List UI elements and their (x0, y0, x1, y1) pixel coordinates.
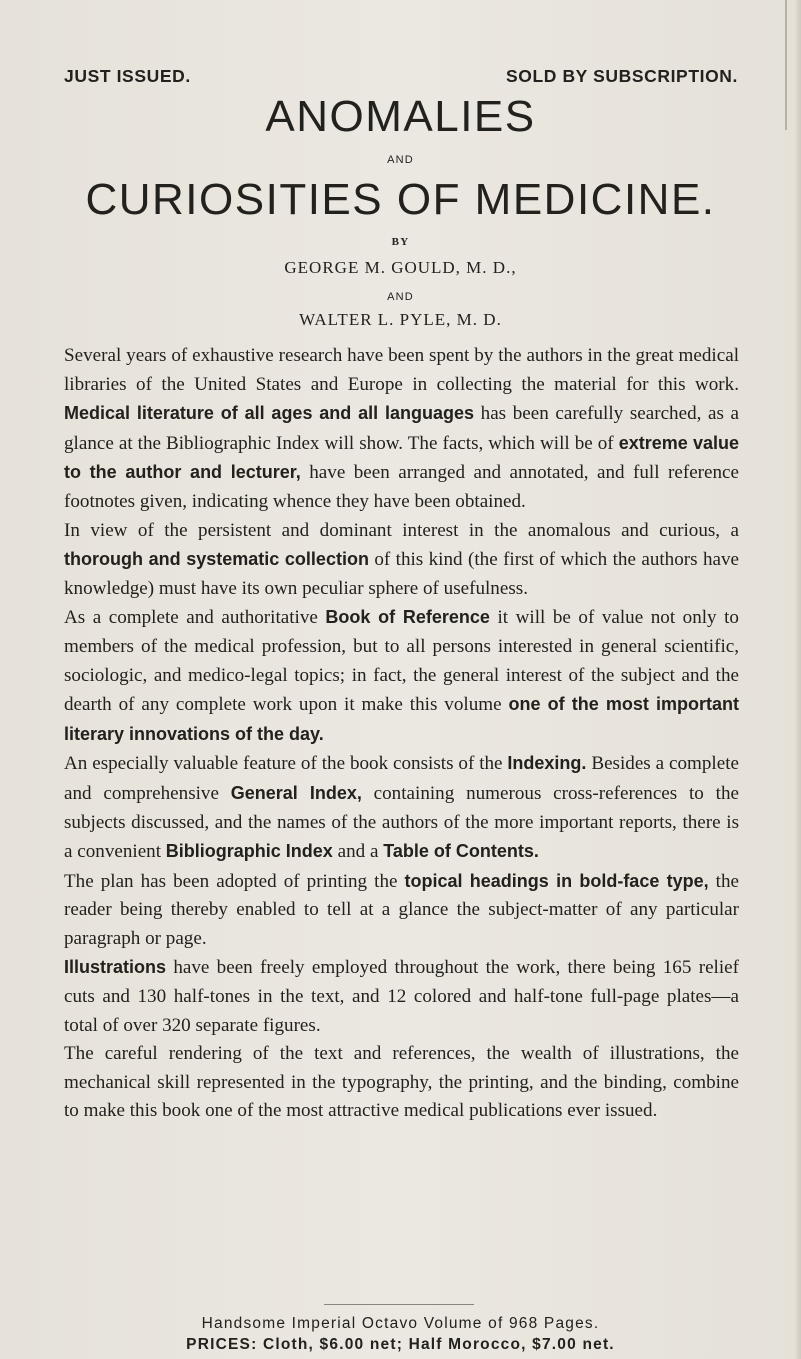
title-and-2: AND (387, 291, 414, 303)
bold-run: thorough and systematic collection (64, 549, 369, 570)
paragraph (64, 1040, 739, 1126)
paragraph (64, 517, 739, 604)
author-1: GEORGE M. GOULD, M. D., (284, 258, 517, 277)
bold-run: Illustrations (64, 957, 167, 978)
paragraph (64, 603, 739, 749)
text-run: The careful rendering of the text and references, the wealth of illustrations, the mechanical skill represented in the typography, the printing, and the binding, combine to make this book one of the most attractive medical publications ever issued. (64, 1043, 739, 1122)
text-run: The plan has been adopted of printing the (64, 870, 405, 892)
bold-run: Bibliographic Index (165, 841, 333, 862)
text-run: As a complete and authoritative (64, 607, 326, 629)
text-run: have been freely employed throughout the work, there being 165 relief cuts and 130 half-tones in the text, and 12 colored and half-tone full-page plates—a total of over 320 separate figures. (64, 957, 739, 1036)
footer-rule (324, 1304, 474, 1305)
text-run: it will be of value not only to members of the medical profession, but to all persons interested in general scientific, sociologic, and medico-legal topics; in fact, the general interest of the subject and the dearth of any complete work upon it make this volume (64, 607, 739, 716)
bold-run: Table of Contents. (383, 841, 539, 862)
text-run: have been arranged and annotated, and full reference footnotes given, indicating whence they have been obtained. (64, 462, 740, 512)
title-line-2: CURIOSITIES OF MEDICINE. (85, 175, 716, 224)
footer-volume: Handsome Imperial Octavo Volume of 968 Pages. (201, 1315, 600, 1332)
text-run: An especially valuable feature of the book consists of the (64, 753, 508, 775)
header-right: SOLD BY SUBSCRIPTION. (505, 66, 738, 86)
bold-run: topical headings in bold-face type, (404, 870, 709, 891)
text-run: of this kind (the first of which the authors have knowledge) must have its own peculiar sphere of usefulness. (64, 549, 739, 599)
text-run: In view of the persistent and dominant interest in the anomalous and curious, a (64, 519, 739, 541)
body-text (64, 342, 739, 1126)
text-run: containing numerous cross-references to the subjects discussed, and the names of the authors of the more important reports, there is a convenient (64, 782, 739, 863)
text-run: Several years of exhaustive research have been spent by the authors in the great medical libraries of the United States and Europe in collecting the material for this work. (64, 345, 739, 395)
bold-run: extreme value to the author and lecturer, (64, 432, 740, 483)
bold-run: General Index, (230, 782, 362, 803)
title-line-1: ANOMALIES (265, 92, 536, 141)
title-and-1: AND (387, 154, 414, 166)
text-run: Besides a complete and comprehensive (64, 753, 739, 804)
text-run: the reader being thereby enabled to tell at a glance the subject-matter of any particular paragraph or page. (64, 870, 739, 949)
text-run: has been carefully searched, as a glance at the Bibliographic Index will show. The facts, which will be of (64, 403, 740, 454)
paragraph (64, 342, 739, 517)
bold-run: Medical literature of all ages and all languages (64, 403, 475, 424)
header-line (64, 66, 738, 87)
paragraph (64, 867, 739, 954)
author-2: WALTER L. PYLE, M. D. (299, 310, 502, 329)
paragraph (64, 749, 739, 866)
bold-run: one of the most important literary innovations of the day. (64, 694, 739, 744)
header-left: JUST ISSUED. (64, 66, 191, 86)
title-by: BY (391, 236, 410, 248)
bold-run: Book of Reference (325, 607, 490, 628)
footer-prices: PRICES: Cloth, $6.00 net; Half Morocco, $7.00 net. (186, 1336, 615, 1353)
text-run: and a (332, 841, 384, 863)
paragraph (64, 953, 739, 1040)
bold-run: Indexing. (507, 753, 587, 774)
